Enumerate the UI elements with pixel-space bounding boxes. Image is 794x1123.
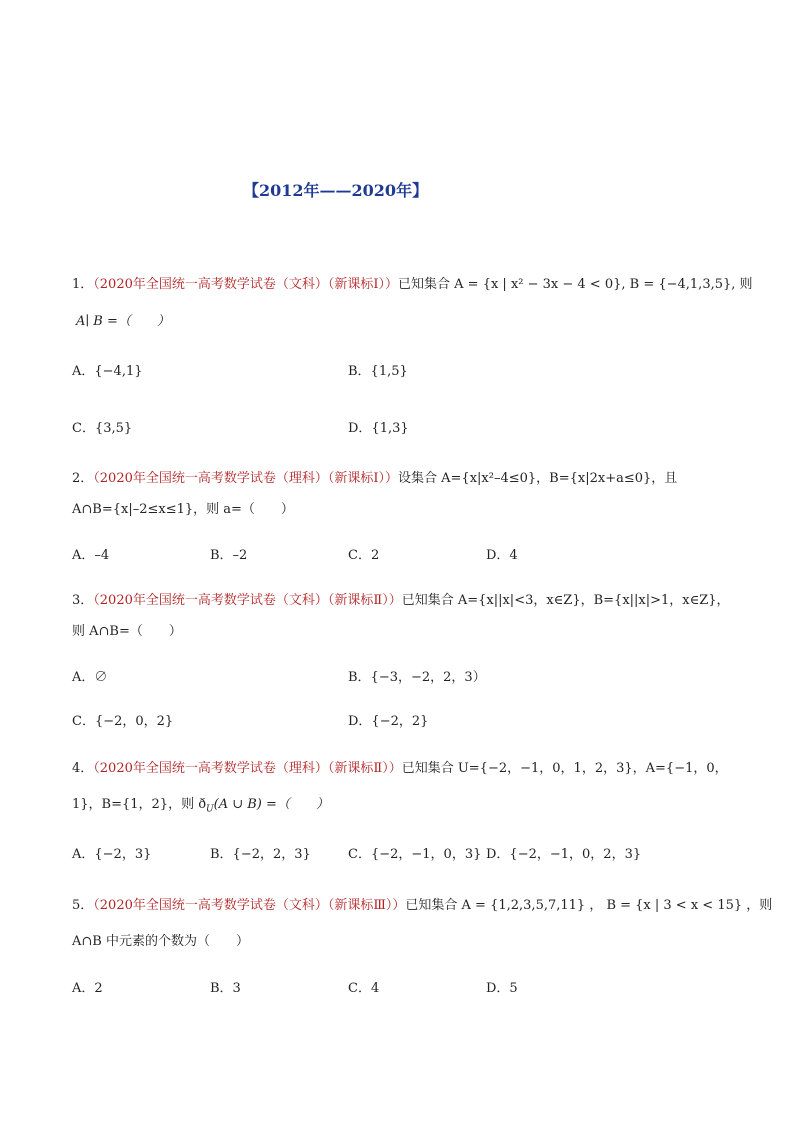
question-3-line2 <box>72 623 182 641</box>
question-2-line2 <box>72 501 294 519</box>
question-source: （2020年全国统一高考数学试卷（理科）（新课标Ⅱ）） <box>93 761 402 776</box>
question-stem-cont: 则 A∩B=（ ） <box>72 624 182 639</box>
question-1-line2 <box>76 313 170 331</box>
question-source: （2020年全国统一高考数学试卷（理科）（新课标Ⅰ）） <box>93 471 399 486</box>
question-stem-cont: A∩B={x|–2≤x≤1}，则 a=（ ） <box>72 502 294 517</box>
question-1-line1 <box>72 276 753 294</box>
option-c: C．2 <box>348 548 380 563</box>
question-stem-cont: A∩B 中元素的个数为（ ） <box>72 934 249 949</box>
option-a: A．{−2，3} <box>72 847 152 862</box>
page-title: 【2012年——2020年】 <box>243 181 429 200</box>
option-a: A．{−4,1} <box>72 364 143 379</box>
question-3-line1 <box>72 592 730 610</box>
option-c: C．{3,5} <box>72 421 133 436</box>
question-stem-end: (A ∪ B) =（ ） <box>213 797 329 812</box>
option-c: C．4 <box>348 981 380 996</box>
option-a: A．∅ <box>72 670 108 685</box>
option-d: D．{−2，2} <box>348 714 429 729</box>
option-b: B．{−2，2，3} <box>210 847 311 862</box>
question-4-line1 <box>72 760 728 778</box>
option-d: D．4 <box>486 548 518 563</box>
question-stem-cont: A∣ B =（ ） <box>76 314 170 329</box>
question-number: 3． <box>72 593 94 608</box>
question-5-line1 <box>72 897 772 915</box>
question-stem: 已知集合 A={x||x|<3，x∈Z}，B={x||x|>1，x∈Z}， <box>401 593 730 608</box>
question-4-line2 <box>72 796 329 819</box>
question-stem-cont: 1}，B={1，2}，则 ð <box>72 797 207 812</box>
question-source: （2020年全国统一高考数学试卷（文科）（新课标Ⅰ）） <box>93 277 399 292</box>
option-b: B．{1,5} <box>348 364 408 379</box>
question-number: 1． <box>72 277 94 292</box>
complement-subscript: U <box>206 804 214 815</box>
option-d: D．5 <box>486 981 518 996</box>
option-c: C．{−2，0，2} <box>72 714 174 729</box>
question-stem: 设集合 A={x|x²–4≤0}，B={x|2x+a≤0}，且 <box>398 471 678 486</box>
option-c: C．{−2，−1，0，3} <box>348 847 482 862</box>
option-d: D．{1,3} <box>348 421 409 436</box>
question-stem: 已知集合 U={−2，−1，0，1，2，3}，A={−1，0， <box>401 761 728 776</box>
question-2-line1 <box>72 470 677 488</box>
question-5-line2 <box>72 933 249 951</box>
question-stem: 已知集合 A = {1,2,3,5,7,11} ， B = {x | 3 < x < 15} ，则 <box>405 898 773 913</box>
option-a: A．–4 <box>72 548 110 563</box>
question-number: 5． <box>72 898 94 913</box>
option-b: B．3 <box>210 981 241 996</box>
question-number: 2． <box>72 471 94 486</box>
question-number: 4． <box>72 761 94 776</box>
option-a: A．2 <box>72 981 103 996</box>
option-b: B．–2 <box>210 548 248 563</box>
question-source: （2020年全国统一高考数学试卷（文科）（新课标Ⅲ）） <box>93 898 406 913</box>
question-source: （2020年全国统一高考数学试卷（文科）（新课标Ⅱ）） <box>93 593 402 608</box>
option-b: B．{−3，−2，2，3） <box>348 670 486 685</box>
option-d: D．{−2，−1，0，2，3} <box>486 847 642 862</box>
question-stem: 已知集合 A = {x | x² − 3x − 4 < 0}, B = {−4,1,3,5}, 则 <box>398 277 753 292</box>
